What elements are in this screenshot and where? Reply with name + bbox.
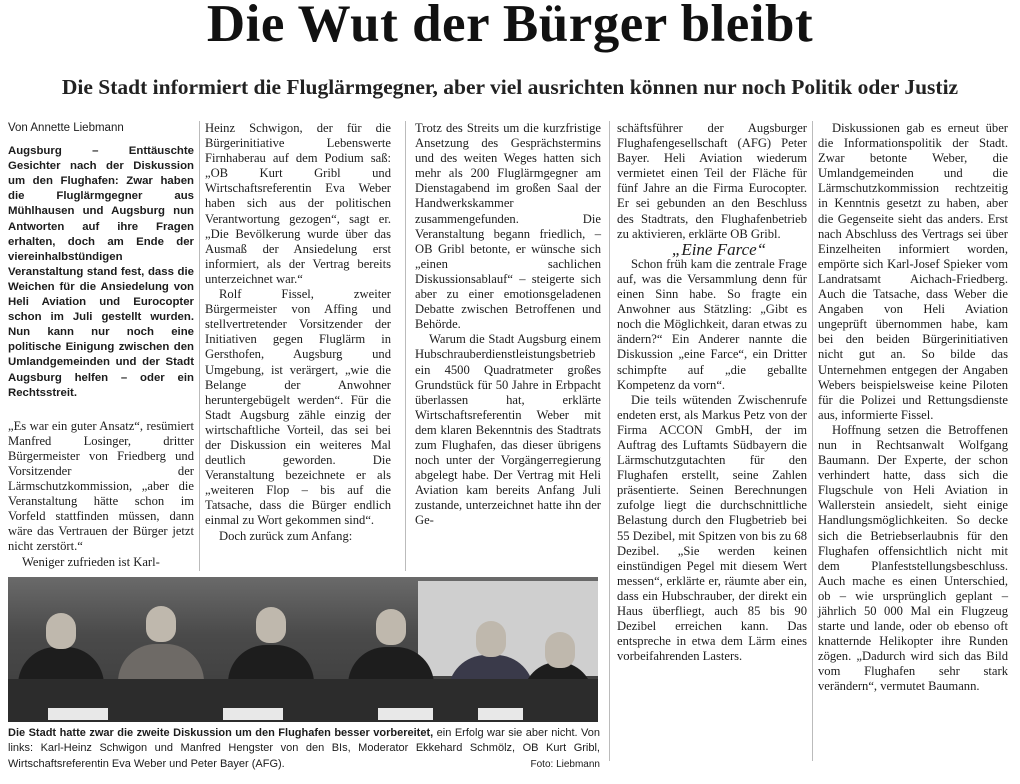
body-paragraph-start: Doch zurück zum Anfang: bbox=[219, 528, 353, 543]
column-rule bbox=[609, 121, 610, 761]
body-paragraph: Warum die Stadt Augsburg einem Hubschrauberdienstleistungsbetrieb ein 4500 Quadratmeter großes Grundstück für 50 Jahre in Erbpacht überlassen hat, erklärte Wirtschaftsreferentin Weber mit dem klaren Bekenntnis des Stadtrats zum Flughafen, das dieser übrigens noch unter der Vorgängerregierung abgelegt habe. Der Vertrag mit Heli Aviation kam bereits Anfang Juli zustande, unterzeichnet hatte ihn der Ge- bbox=[415, 332, 601, 528]
headline: Die Wut der Bürger bleibt bbox=[206, 0, 814, 53]
nameplate bbox=[48, 708, 108, 720]
article-column-2 bbox=[205, 121, 391, 544]
nameplate bbox=[223, 708, 283, 720]
press-photo bbox=[8, 577, 598, 722]
subheadline: Die Stadt informiert die Fluglärmgegner, aber viel ausrichten können nur noch Politik oder Justiz bbox=[61, 75, 959, 99]
column-rule bbox=[405, 121, 406, 571]
article-column-5 bbox=[818, 121, 1008, 695]
column-rule bbox=[199, 121, 200, 571]
column-rule bbox=[812, 121, 813, 761]
body-paragraph: Schon früh kam die zentrale Frage auf, was die Versammlung denn für einen Sinn habe. So fragte ein Anwohner aus Stätzling: „Gibt es noch die Möglichkeit, daran etwas zu ändern?“ Ein Anderer nannte die Diskussion „eine Farce“, ein Dritter schimpfte auf „die geballte Kompetenz da vorn“. bbox=[617, 256, 807, 392]
body-paragraph: „Es war ein guter Ansatz“, resümiert Manfred Losinger, dritter Bürgermeister von Friedberg und Vorsitzender der Lärmschutzkommission, „aber die Veranstaltung hätte schon im Vorfeld stattfinden müssen, dann wäre das Vertrauen der Bürger jetzt nicht zerstört.“ bbox=[8, 418, 194, 554]
body-paragraph: schäftsführer der Augsburger Flughafengesellschaft (AFG) Peter Bayer. Heli Aviation wiederum vermietet einen Teil der Fläche für fünf Jahre an die Firma Eurocopter. Er sei gebunden an den Beschluss des Stadtrats, den Flughafenbetrieb zu aktivieren, erklärte OB Gribl. bbox=[617, 121, 807, 241]
body-paragraph-start: Weniger zufrieden ist Karl- bbox=[22, 554, 160, 569]
author-byline: Von Annette Liebmann bbox=[8, 122, 124, 134]
lead-paragraph: Augsburg – Enttäuschte Gesichter nach der Diskussion um den Flughafen: Zwar haben die Fluglärmgegner aus Mühlhausen und Augsburg nun Antworten auf ihre Fragen erhalten, doch am Ende der viereinhalbstündigen Veranstaltung stand fest, dass die Weichen für die Ansiedelung von Heli Aviation und Eurocopter schon im Juli gestellt wurden. Nun kann nur noch eine politische Einigung zwischen den Umlandgemeinden und der Stadt Augsburg helfen – oder ein Rechtsstreit. bbox=[8, 145, 194, 399]
nameplate bbox=[378, 708, 433, 720]
article-column-3 bbox=[415, 121, 601, 529]
caption-bold: Die Stadt hatte zwar die zweite Diskussion um den Flughafen besser vorbereitet, bbox=[8, 727, 434, 739]
article-column-1 bbox=[8, 121, 194, 570]
body-paragraph: Trotz des Streits um die kurzfristige Ansetzung des Gesprächstermins und des weiten Weges hatten sich mehr als 200 Fluglärmgegner am Dienstagabend im großen Saal der Handwerkskammer zusammengefunden. Die Veranstaltung begann friedlich, – OB Gribl betonte, er wünsche sich „einen sachlichen Diskussionsablauf“ – steigerte sich aber zu einer emotionsgeladenen Debatte zwischen Betroffenen und Behörde. bbox=[415, 121, 601, 332]
article-column-4 bbox=[617, 121, 807, 664]
body-paragraph: Diskussionen gab es erneut über die Informationspolitik der Stadt. Zwar betonte Weber, die Umlandgemeinden und die Lärmschutzkommission rechtzeitig in Kenntnis gesetzt zu haben, aber die Gegenseite sieht das anders. Erst nach Abschluss des Vertrags sei über Einzelheiten informiert worden, empörte sich Karl-Josef Spieker vom Landratsamt Aichach-Friedberg. Auch die Tatsache, dass Weber die Angaben von Heli Aviation ungeprüft übernommen habe, kam bei den beiden Bürgerinitiativen nicht gut an. So bilde das Unternehmen entgegen der Angaben Webers beispielsweise keine Piloten für die Polizei und Rettungsdienste aus, informierte Fissel. bbox=[818, 121, 1008, 422]
intertitle: „Eine Farce“ bbox=[671, 239, 767, 259]
caption-text: ein Erfolg war sie aber nicht. Von links: Karl-Heinz Schwigon und Manfred Hengster von den BIs, Moderator Ekkehard Schmölz, OB Kurt Gribl, Wirtschaftsreferentin Eva Weber und Peter Bayer (AFG). bbox=[8, 727, 601, 770]
body-paragraph: Hoffnung setzen die Betroffenen nun in Rechtsanwalt Wolfgang Baumann. Der Experte, der schon verhindert hatte, dass sich die Flugschule von Heli Aviation in Wallerstein ansiedelt, sieht einige Handlungsmöglichkeiten. So decke sich die Betriebserlaubnis für den Flughafen offensichtlich nicht mit dem Planfeststellungsbeschluss. Auch mache es einen Unterschied, ob – wie ursprünglich geplant – jährlich 50 000 Mal ein Flugzeug starte und lande, oder ob ebenso oft knatternde Helikopter ihre Runden zögen. „Dadurch wird sich das Bild vom Flughafen sehr stark verändern“, vermutet Baumann. bbox=[818, 422, 1008, 694]
photo-caption bbox=[8, 726, 600, 772]
body-paragraph: Rolf Fissel, zweiter Bürgermeister von Affing und stellvertretender Vorsitzender der Initiativen gegen Fluglärm in Gersthofen, Augsburg und Umgebung, ist verärgert, „wie die Belange der Anwohner heruntergebügelt werden“. Für die Stadt Augsburg zähle einzig der wirtschaftliche Vorteil, das sei bei der Diskussion ein weiteres Mal deutlich geworden. Die Veranstaltung bezeichnete er als „weiteren Flop – bis auf die Tatsache, dass die Bürger endlich einmal zu Wort gekommen sind“. bbox=[205, 287, 391, 528]
body-paragraph: Heinz Schwigon, der für die Bürgerinitiative Lebenswerte Firnhaberau auf dem Podium saß: „OB Kurt Gribl und Wirtschaftsreferentin Eva Weber haben sich aus der politischen Verantwortung gezogen“, sagt er. „Die Bevölkerung wurde über das Ausmaß der Ansiedelung erst informiert, als der Vertrag bereits unterzeichnet war.“ bbox=[205, 121, 391, 286]
nameplate bbox=[478, 708, 523, 720]
body-paragraph: Die teils wütenden Zwischenrufe endeten erst, als Markus Petz von der Firma ACCON GmbH, der im Auftrag des Luftamts Südbayern die Lärmschutzgutachten für den Flughafen erstellt, seine Zahlen präsentierte. Seinen Berechnungen zufolge liegt die durchschnittliche Belastung durch den Flugbetrieb bei 55 Dezibel, mit Spitzen von bis zu 68 Dezibel. „Sie werden keinen einstündigen Pegel mit diesem Wert messen“, erklärte er, räumte aber ein, dass ein Hubschrauber, der direkt ein Haus überfliegt, auch 85 bis 90 Dezibel erreichen kann. Das entspreche in etwa dem Lärm eines vorbeifahrenden Lasters. bbox=[617, 392, 807, 664]
photo-credit: Foto: Liebmann bbox=[530, 758, 600, 770]
